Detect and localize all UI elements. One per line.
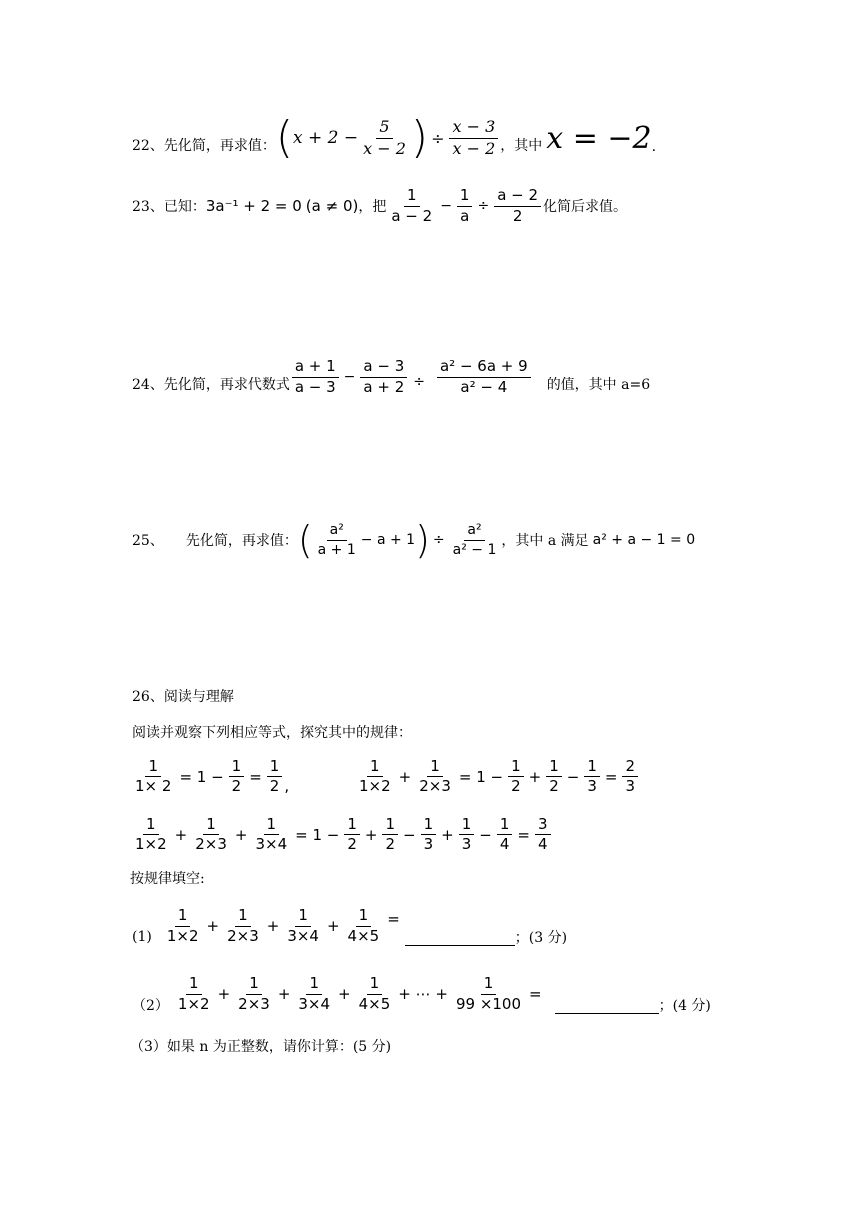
denominator: 1× 2 xyxy=(135,777,172,796)
fraction xyxy=(416,758,454,796)
numerator: 1 xyxy=(175,907,191,926)
fraction xyxy=(584,758,600,796)
fraction xyxy=(235,975,273,1013)
q24-fraction-3 xyxy=(437,358,531,396)
q23-comma: ，把 xyxy=(358,199,387,215)
fraction xyxy=(535,816,551,854)
denominator: 1×2 xyxy=(135,835,167,854)
fill-title: 按规律填空: xyxy=(130,871,205,887)
q22-fraction-2 xyxy=(449,118,498,158)
denominator: 3×4 xyxy=(255,835,288,854)
right-paren: ) xyxy=(410,112,429,163)
numerator: 1 xyxy=(235,907,251,926)
answer-blank-1[interactable] xyxy=(405,929,515,946)
denominator: 3 xyxy=(625,777,636,796)
q23-fraction-3 xyxy=(494,187,541,225)
plus-sign: + xyxy=(528,767,542,786)
denominator: 2 xyxy=(385,835,396,854)
q23-frac1-den: a − 2 xyxy=(391,206,433,225)
q22-expr-left: x + 2 − xyxy=(293,128,359,148)
q23-frac1-num: 1 xyxy=(404,187,420,206)
equals-sign: = xyxy=(249,767,262,786)
q24-frac1-den: a − 3 xyxy=(294,377,336,396)
plus-sign: + xyxy=(217,985,231,1003)
numerator: 1 xyxy=(267,758,283,777)
plus-sign: + xyxy=(441,825,454,844)
denominator: 4×5 xyxy=(347,926,380,945)
question-26-intro: 阅读并观察下列相应等式，探究其中的规律： xyxy=(132,725,412,741)
denominator: 99 ×100 xyxy=(455,994,522,1013)
fraction xyxy=(267,758,283,796)
divide-sign: ÷ xyxy=(477,198,490,214)
fraction xyxy=(164,907,202,945)
fraction xyxy=(252,816,290,854)
ellipsis: + ⋯ + xyxy=(398,985,448,1003)
fraction xyxy=(192,816,230,854)
equals-sign: = xyxy=(604,767,618,786)
fraction xyxy=(284,907,322,945)
q22-label: 22、先化简，再求值： xyxy=(132,138,276,154)
part-2-score: ；(4 分) xyxy=(658,998,711,1014)
plus-sign: + xyxy=(364,825,378,844)
q23-fraction-2 xyxy=(457,187,473,225)
equals-sign: = xyxy=(529,985,542,1003)
answer-blank-2[interactable] xyxy=(555,997,659,1014)
q25-frac1-den: a + 1 xyxy=(317,541,356,558)
fraction xyxy=(344,816,360,854)
fraction xyxy=(382,816,398,854)
denominator: 2×3 xyxy=(238,994,270,1013)
fraction xyxy=(459,816,475,854)
left-paren: ( xyxy=(297,518,313,562)
plus-sign: + xyxy=(338,985,351,1003)
numerator: 1 xyxy=(497,816,513,835)
plus-sign: + xyxy=(266,917,280,935)
denominator: 2×3 xyxy=(227,926,259,945)
numerator: 1 xyxy=(306,975,322,994)
q25-frac2-num: a² xyxy=(464,522,484,540)
denominator: 2×3 xyxy=(195,835,227,854)
denominator: 4 xyxy=(499,835,510,854)
numerator: 1 xyxy=(421,816,437,835)
equals-sign: = xyxy=(387,910,400,928)
denominator: 1×2 xyxy=(359,777,391,796)
fraction xyxy=(224,907,262,945)
part-1-score: ；(3 分) xyxy=(514,930,568,946)
equals-text: = 1 − xyxy=(179,767,224,786)
q24-frac2-den: a + 2 xyxy=(363,377,405,396)
q22-frac1-den: x − 2 xyxy=(363,138,406,158)
minus-sign: − xyxy=(403,825,416,844)
q23-fraction-1 xyxy=(388,187,435,225)
denominator: 2×3 xyxy=(419,777,451,796)
fraction xyxy=(229,758,245,796)
numerator: 1 xyxy=(344,816,360,835)
question-23 xyxy=(132,180,627,232)
q25-mid: ，其中 a 满足 xyxy=(501,533,589,549)
q24-tail: 的值，其中 a=6 xyxy=(546,377,651,393)
plus-sign: + xyxy=(326,917,340,935)
q25-fraction-1 xyxy=(315,522,359,557)
divide-sign: ÷ xyxy=(432,532,445,548)
question-22 xyxy=(132,112,657,163)
question-26-title: 26、阅读与理解 xyxy=(132,689,234,705)
numerator: 1 xyxy=(246,975,262,994)
question-24 xyxy=(132,350,650,404)
q22-mid: ，其中 xyxy=(500,138,543,154)
denominator: 3×4 xyxy=(298,994,331,1013)
fraction xyxy=(508,758,524,796)
equals-sign: = xyxy=(517,825,530,844)
denominator: 1×2 xyxy=(177,994,210,1013)
numerator: 1 xyxy=(229,758,245,777)
part-2 xyxy=(132,970,711,1018)
divide-sign: ÷ xyxy=(413,374,425,390)
fraction xyxy=(497,816,513,854)
question-25 xyxy=(132,512,695,568)
q24-fraction-1 xyxy=(292,358,339,396)
denominator: 1×2 xyxy=(166,926,199,945)
q23-frac2-den: a xyxy=(460,206,470,225)
q25-fraction-2 xyxy=(450,522,500,557)
minus-sign: − xyxy=(479,825,492,844)
plus-sign: + xyxy=(174,825,188,844)
q25-label2: 先化简，再求值： xyxy=(185,533,298,549)
denominator: 2 xyxy=(347,835,357,854)
example-equation-2 xyxy=(354,758,640,796)
q24-frac3-den: a² − 4 xyxy=(460,377,508,396)
q22-frac2-num: x − 3 xyxy=(449,118,498,138)
fraction xyxy=(175,975,213,1013)
numerator: 1 xyxy=(356,907,372,926)
numerator: 1 xyxy=(546,758,562,777)
fraction xyxy=(345,907,383,945)
fraction xyxy=(622,758,638,796)
plus-sign: + xyxy=(234,825,248,844)
part-3: （3）如果 n 为正整数，请你计算：(5 分) xyxy=(130,1039,392,1055)
numerator: 1 xyxy=(264,816,280,835)
q23-frac2-num: 1 xyxy=(457,187,473,206)
q25-label: 25、 xyxy=(132,533,164,549)
q22-end: . xyxy=(651,139,657,155)
numerator: 1 xyxy=(145,758,161,777)
plus-sign: + xyxy=(206,917,220,935)
denominator: 3 xyxy=(587,777,597,796)
minus-sign: − xyxy=(343,369,356,385)
fraction xyxy=(421,816,437,854)
fraction xyxy=(546,758,562,796)
q23-frac3-num: a − 2 xyxy=(494,187,541,206)
denominator: 4×5 xyxy=(358,994,391,1013)
q23-condition-note: (a ≠ 0) xyxy=(305,197,359,215)
q23-label: 23、已知： xyxy=(132,199,206,215)
part-2-label: （2） xyxy=(132,998,169,1014)
plus-sign: + xyxy=(398,767,412,786)
denominator: 3 xyxy=(461,835,472,854)
part-1-expression xyxy=(162,907,403,945)
numerator: 1 xyxy=(367,758,383,777)
denominator: 4 xyxy=(537,835,548,854)
q22-fraction-1 xyxy=(360,118,409,158)
denominator: 2 xyxy=(269,777,280,796)
numerator: 1 xyxy=(427,758,443,777)
q25-inner: − a + 1 xyxy=(360,532,416,548)
numerator: 1 xyxy=(584,758,600,777)
numerator: 1 xyxy=(508,758,524,777)
numerator: 1 xyxy=(143,816,159,835)
q23-tail: 化简后求值。 xyxy=(543,199,628,215)
q24-frac3-num: a² − 6a + 9 xyxy=(437,358,531,377)
fraction xyxy=(295,975,333,1013)
q23-condition: 3a⁻¹ + 2 = 0 xyxy=(205,197,302,215)
q24-frac2-num: a − 3 xyxy=(360,358,407,377)
equals-sign: = 1 − xyxy=(295,825,340,844)
q25-condition: a² + a − 1 = 0 xyxy=(592,532,696,548)
fraction xyxy=(132,758,174,796)
part-1-label: (1) xyxy=(132,929,152,945)
denominator: 2 xyxy=(511,777,521,796)
denominator: 2 xyxy=(549,777,559,796)
denominator: 2 xyxy=(231,777,242,796)
numerator: 1 xyxy=(459,816,475,835)
numerator: 1 xyxy=(295,907,311,926)
denominator: 3 xyxy=(423,835,434,854)
numerator: 1 xyxy=(203,816,219,835)
q24-fraction-2 xyxy=(360,358,407,396)
numerator: 1 xyxy=(186,975,202,994)
fraction xyxy=(356,975,394,1013)
equals-text: = 1 − xyxy=(458,767,504,786)
q22-frac1-num: 5 xyxy=(376,118,392,138)
left-paren: ( xyxy=(275,112,293,163)
fraction xyxy=(132,816,170,854)
divide-sign: ÷ xyxy=(431,128,445,148)
q22-value: x = −2 xyxy=(546,120,652,156)
numerator: 1 xyxy=(382,816,398,835)
part-2-expression xyxy=(173,975,545,1013)
minus-sign: − xyxy=(440,198,452,214)
example-equation-3 xyxy=(130,816,553,854)
numerator: 1 xyxy=(367,975,383,994)
part-1 xyxy=(132,902,567,950)
numerator: 2 xyxy=(622,758,638,777)
numerator: 3 xyxy=(535,816,551,835)
q25-frac1-num: a² xyxy=(327,522,347,540)
q23-frac3-den: 2 xyxy=(512,206,523,225)
q25-frac2-den: a² − 1 xyxy=(452,541,497,558)
comma: , xyxy=(284,776,290,795)
fraction xyxy=(356,758,394,796)
q24-label: 24、先化简，再求代数式 xyxy=(132,377,290,393)
minus-sign: − xyxy=(566,767,580,786)
q24-frac1-num: a + 1 xyxy=(292,358,339,377)
plus-sign: + xyxy=(277,985,291,1003)
right-paren: ) xyxy=(415,518,430,562)
example-equation-1 xyxy=(130,758,289,796)
numerator: 1 xyxy=(481,975,497,994)
fraction xyxy=(453,975,524,1013)
denominator: 3×4 xyxy=(287,926,319,945)
q22-frac2-den: x − 2 xyxy=(452,138,496,158)
